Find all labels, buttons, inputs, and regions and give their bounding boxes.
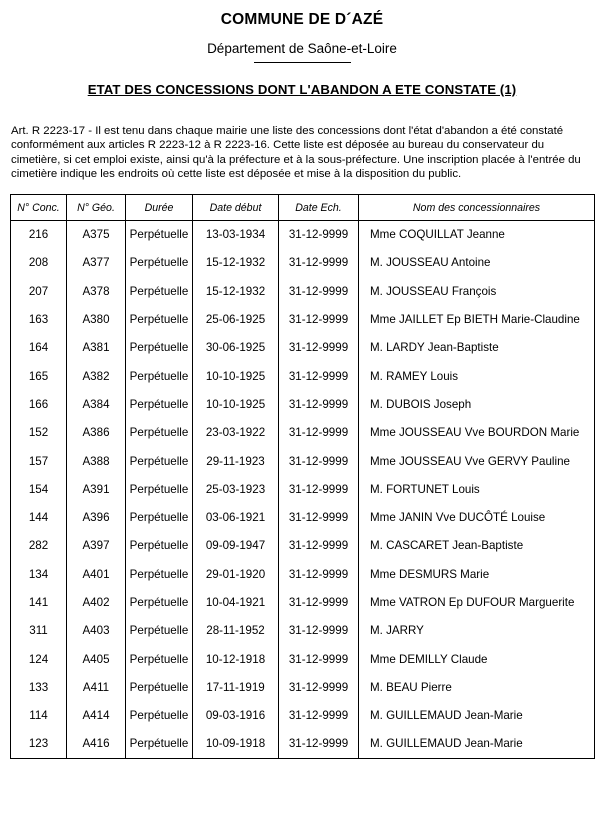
table-header-row: [11, 195, 595, 221]
table-header: [11, 195, 595, 221]
cell-date-debut: 09-03-1916: [193, 702, 279, 730]
cell-date-debut: 10-10-1925: [193, 362, 279, 390]
cell-conc: 208: [11, 249, 67, 277]
cell-date-debut: 10-04-1921: [193, 588, 279, 616]
cell-date-debut: 25-06-1925: [193, 305, 279, 333]
table-row: [11, 560, 595, 588]
cell-date-ech: 31-12-9999: [279, 560, 359, 588]
cell-duree: Perpétuelle: [126, 475, 193, 503]
table-body: [11, 221, 595, 759]
cell-nom: Mme COQUILLAT Jeanne: [359, 221, 595, 249]
cell-duree: Perpétuelle: [126, 673, 193, 701]
cell-conc: 154: [11, 475, 67, 503]
cell-date-ech: 31-12-9999: [279, 305, 359, 333]
cell-date-debut: 15-12-1932: [193, 277, 279, 305]
table-row: [11, 503, 595, 531]
cell-nom: Mme JOUSSEAU Vve BOURDON Marie: [359, 419, 595, 447]
cell-date-debut: 23-03-1922: [193, 419, 279, 447]
table-row: [11, 221, 595, 249]
cell-geo: A396: [67, 503, 126, 531]
cell-date-debut: 15-12-1932: [193, 249, 279, 277]
cell-date-ech: 31-12-9999: [279, 673, 359, 701]
cell-geo: A402: [67, 588, 126, 616]
cell-nom: Mme DEMILLY Claude: [359, 645, 595, 673]
cell-date-ech: 31-12-9999: [279, 588, 359, 616]
cell-geo: A384: [67, 390, 126, 418]
cell-nom: Mme JANIN Vve DUCÔTÉ Louise: [359, 503, 595, 531]
cell-conc: 133: [11, 673, 67, 701]
cell-duree: Perpétuelle: [126, 249, 193, 277]
cell-conc: 134: [11, 560, 67, 588]
table-row: [11, 419, 595, 447]
cell-geo: A377: [67, 249, 126, 277]
cell-duree: Perpétuelle: [126, 277, 193, 305]
table-row: [11, 305, 595, 333]
cell-date-debut: 29-11-1923: [193, 447, 279, 475]
cell-nom: Mme JOUSSEAU Vve GERVY Pauline: [359, 447, 595, 475]
table-row: [11, 617, 595, 645]
cell-date-debut: 17-11-1919: [193, 673, 279, 701]
table-row: [11, 645, 595, 673]
cell-nom: Mme DESMURS Marie: [359, 560, 595, 588]
cell-duree: Perpétuelle: [126, 617, 193, 645]
cell-date-ech: 31-12-9999: [279, 221, 359, 249]
cell-nom: M. FORTUNET Louis: [359, 475, 595, 503]
cell-duree: Perpétuelle: [126, 334, 193, 362]
table-container: [0, 182, 604, 759]
cell-date-ech: 31-12-9999: [279, 702, 359, 730]
cell-date-ech: 31-12-9999: [279, 277, 359, 305]
column-header-date-debut: Date début: [193, 195, 279, 221]
cell-conc: 311: [11, 617, 67, 645]
cell-date-debut: 10-10-1925: [193, 390, 279, 418]
cell-conc: 164: [11, 334, 67, 362]
table-row: [11, 588, 595, 616]
cell-conc: 216: [11, 221, 67, 249]
cell-date-ech: 31-12-9999: [279, 645, 359, 673]
table-row: [11, 702, 595, 730]
cell-nom: M. CASCARET Jean-Baptiste: [359, 532, 595, 560]
cell-geo: A414: [67, 702, 126, 730]
cell-geo: A401: [67, 560, 126, 588]
cell-date-debut: 09-09-1947: [193, 532, 279, 560]
column-header-geo: N° Géo.: [67, 195, 126, 221]
cell-conc: 165: [11, 362, 67, 390]
table-row: [11, 249, 595, 277]
cell-geo: A416: [67, 730, 126, 758]
department-subtitle: Département de Saône-et-Loire: [207, 40, 397, 56]
cell-duree: Perpétuelle: [126, 588, 193, 616]
cell-date-ech: 31-12-9999: [279, 249, 359, 277]
cell-nom: M. RAMEY Louis: [359, 362, 595, 390]
cell-nom: M. LARDY Jean-Baptiste: [359, 334, 595, 362]
cell-geo: A381: [67, 334, 126, 362]
table-row: [11, 447, 595, 475]
column-header-duree: Durée: [126, 195, 193, 221]
cell-duree: Perpétuelle: [126, 221, 193, 249]
cell-duree: Perpétuelle: [126, 390, 193, 418]
cell-date-ech: 31-12-9999: [279, 447, 359, 475]
cell-date-ech: 31-12-9999: [279, 617, 359, 645]
cell-date-debut: 10-09-1918: [193, 730, 279, 758]
cell-conc: 163: [11, 305, 67, 333]
cell-date-ech: 31-12-9999: [279, 730, 359, 758]
divider-line: [254, 62, 351, 63]
table-row: [11, 532, 595, 560]
cell-conc: 166: [11, 390, 67, 418]
cell-nom: Mme VATRON Ep DUFOUR Marguerite: [359, 588, 595, 616]
cell-date-debut: 29-01-1920: [193, 560, 279, 588]
cell-nom: M. JOUSSEAU François: [359, 277, 595, 305]
cell-date-ech: 31-12-9999: [279, 419, 359, 447]
cell-duree: Perpétuelle: [126, 702, 193, 730]
column-header-conc: N° Conc.: [11, 195, 67, 221]
cell-date-ech: 31-12-9999: [279, 532, 359, 560]
cell-duree: Perpétuelle: [126, 305, 193, 333]
cell-nom: M. BEAU Pierre: [359, 673, 595, 701]
cell-geo: A411: [67, 673, 126, 701]
table-row: [11, 362, 595, 390]
cell-nom: M. DUBOIS Joseph: [359, 390, 595, 418]
cell-date-ech: 31-12-9999: [279, 390, 359, 418]
cell-date-debut: 25-03-1923: [193, 475, 279, 503]
cell-date-debut: 30-06-1925: [193, 334, 279, 362]
cell-geo: A391: [67, 475, 126, 503]
cell-geo: A382: [67, 362, 126, 390]
cell-date-ech: 31-12-9999: [279, 503, 359, 531]
cell-date-debut: 03-06-1921: [193, 503, 279, 531]
cell-nom: M. JARRY: [359, 617, 595, 645]
document-heading: ETAT DES CONCESSIONS DONT L'ABANDON A ETE CONSTATE (1): [87, 81, 517, 97]
cell-conc: 152: [11, 419, 67, 447]
cell-nom: M. JOUSSEAU Antoine: [359, 249, 595, 277]
cell-conc: 144: [11, 503, 67, 531]
concessions-table: [10, 194, 595, 759]
cell-duree: Perpétuelle: [126, 560, 193, 588]
cell-duree: Perpétuelle: [126, 419, 193, 447]
table-row: [11, 730, 595, 758]
column-header-date-ech: Date Ech.: [279, 195, 359, 221]
cell-date-debut: 13-03-1934: [193, 221, 279, 249]
cell-geo: A405: [67, 645, 126, 673]
table-row: [11, 390, 595, 418]
cell-conc: 207: [11, 277, 67, 305]
cell-duree: Perpétuelle: [126, 503, 193, 531]
cell-conc: 141: [11, 588, 67, 616]
cell-nom: M. GUILLEMAUD Jean-Marie: [359, 702, 595, 730]
cell-duree: Perpétuelle: [126, 645, 193, 673]
cell-date-debut: 10-12-1918: [193, 645, 279, 673]
cell-geo: A375: [67, 221, 126, 249]
cell-geo: A388: [67, 447, 126, 475]
cell-duree: Perpétuelle: [126, 447, 193, 475]
cell-date-ech: 31-12-9999: [279, 334, 359, 362]
cell-duree: Perpétuelle: [126, 532, 193, 560]
column-header-nom: Nom des concessionnaires: [359, 195, 595, 221]
cell-nom: Mme JAILLET Ep BIETH Marie-Claudine: [359, 305, 595, 333]
cell-conc: 157: [11, 447, 67, 475]
cell-conc: 124: [11, 645, 67, 673]
cell-date-ech: 31-12-9999: [279, 362, 359, 390]
cell-geo: A380: [67, 305, 126, 333]
legal-notice-paragraph: Art. R 2223-17 - Il est tenu dans chaque mairie une liste des concessions dont l'état d'abandon a été constaté conformément aux articles R 2223-12 à R 2223-16. Cette liste est déposée au bureau du conservateur du cimetière, si cet emploi existe, ainsi qu'à la préfecture et à la sous-préfecture. Une inscription placée à l'entrée du cimetière indique les endroits où cette liste est déposée et mise à la disposition du public.: [11, 124, 581, 181]
table-row: [11, 673, 595, 701]
cell-date-debut: 28-11-1952: [193, 617, 279, 645]
cell-geo: A397: [67, 532, 126, 560]
table-row: [11, 277, 595, 305]
cell-date-ech: 31-12-9999: [279, 475, 359, 503]
table-row: [11, 475, 595, 503]
cell-conc: 114: [11, 702, 67, 730]
cell-duree: Perpétuelle: [126, 362, 193, 390]
cell-geo: A386: [67, 419, 126, 447]
cell-geo: A403: [67, 617, 126, 645]
cell-conc: 123: [11, 730, 67, 758]
table-row: [11, 334, 595, 362]
commune-title: COMMUNE DE D´AZÉ: [220, 11, 384, 28]
cell-nom: M. GUILLEMAUD Jean-Marie: [359, 730, 595, 758]
cell-geo: A378: [67, 277, 126, 305]
cell-conc: 282: [11, 532, 67, 560]
cell-duree: Perpétuelle: [126, 730, 193, 758]
